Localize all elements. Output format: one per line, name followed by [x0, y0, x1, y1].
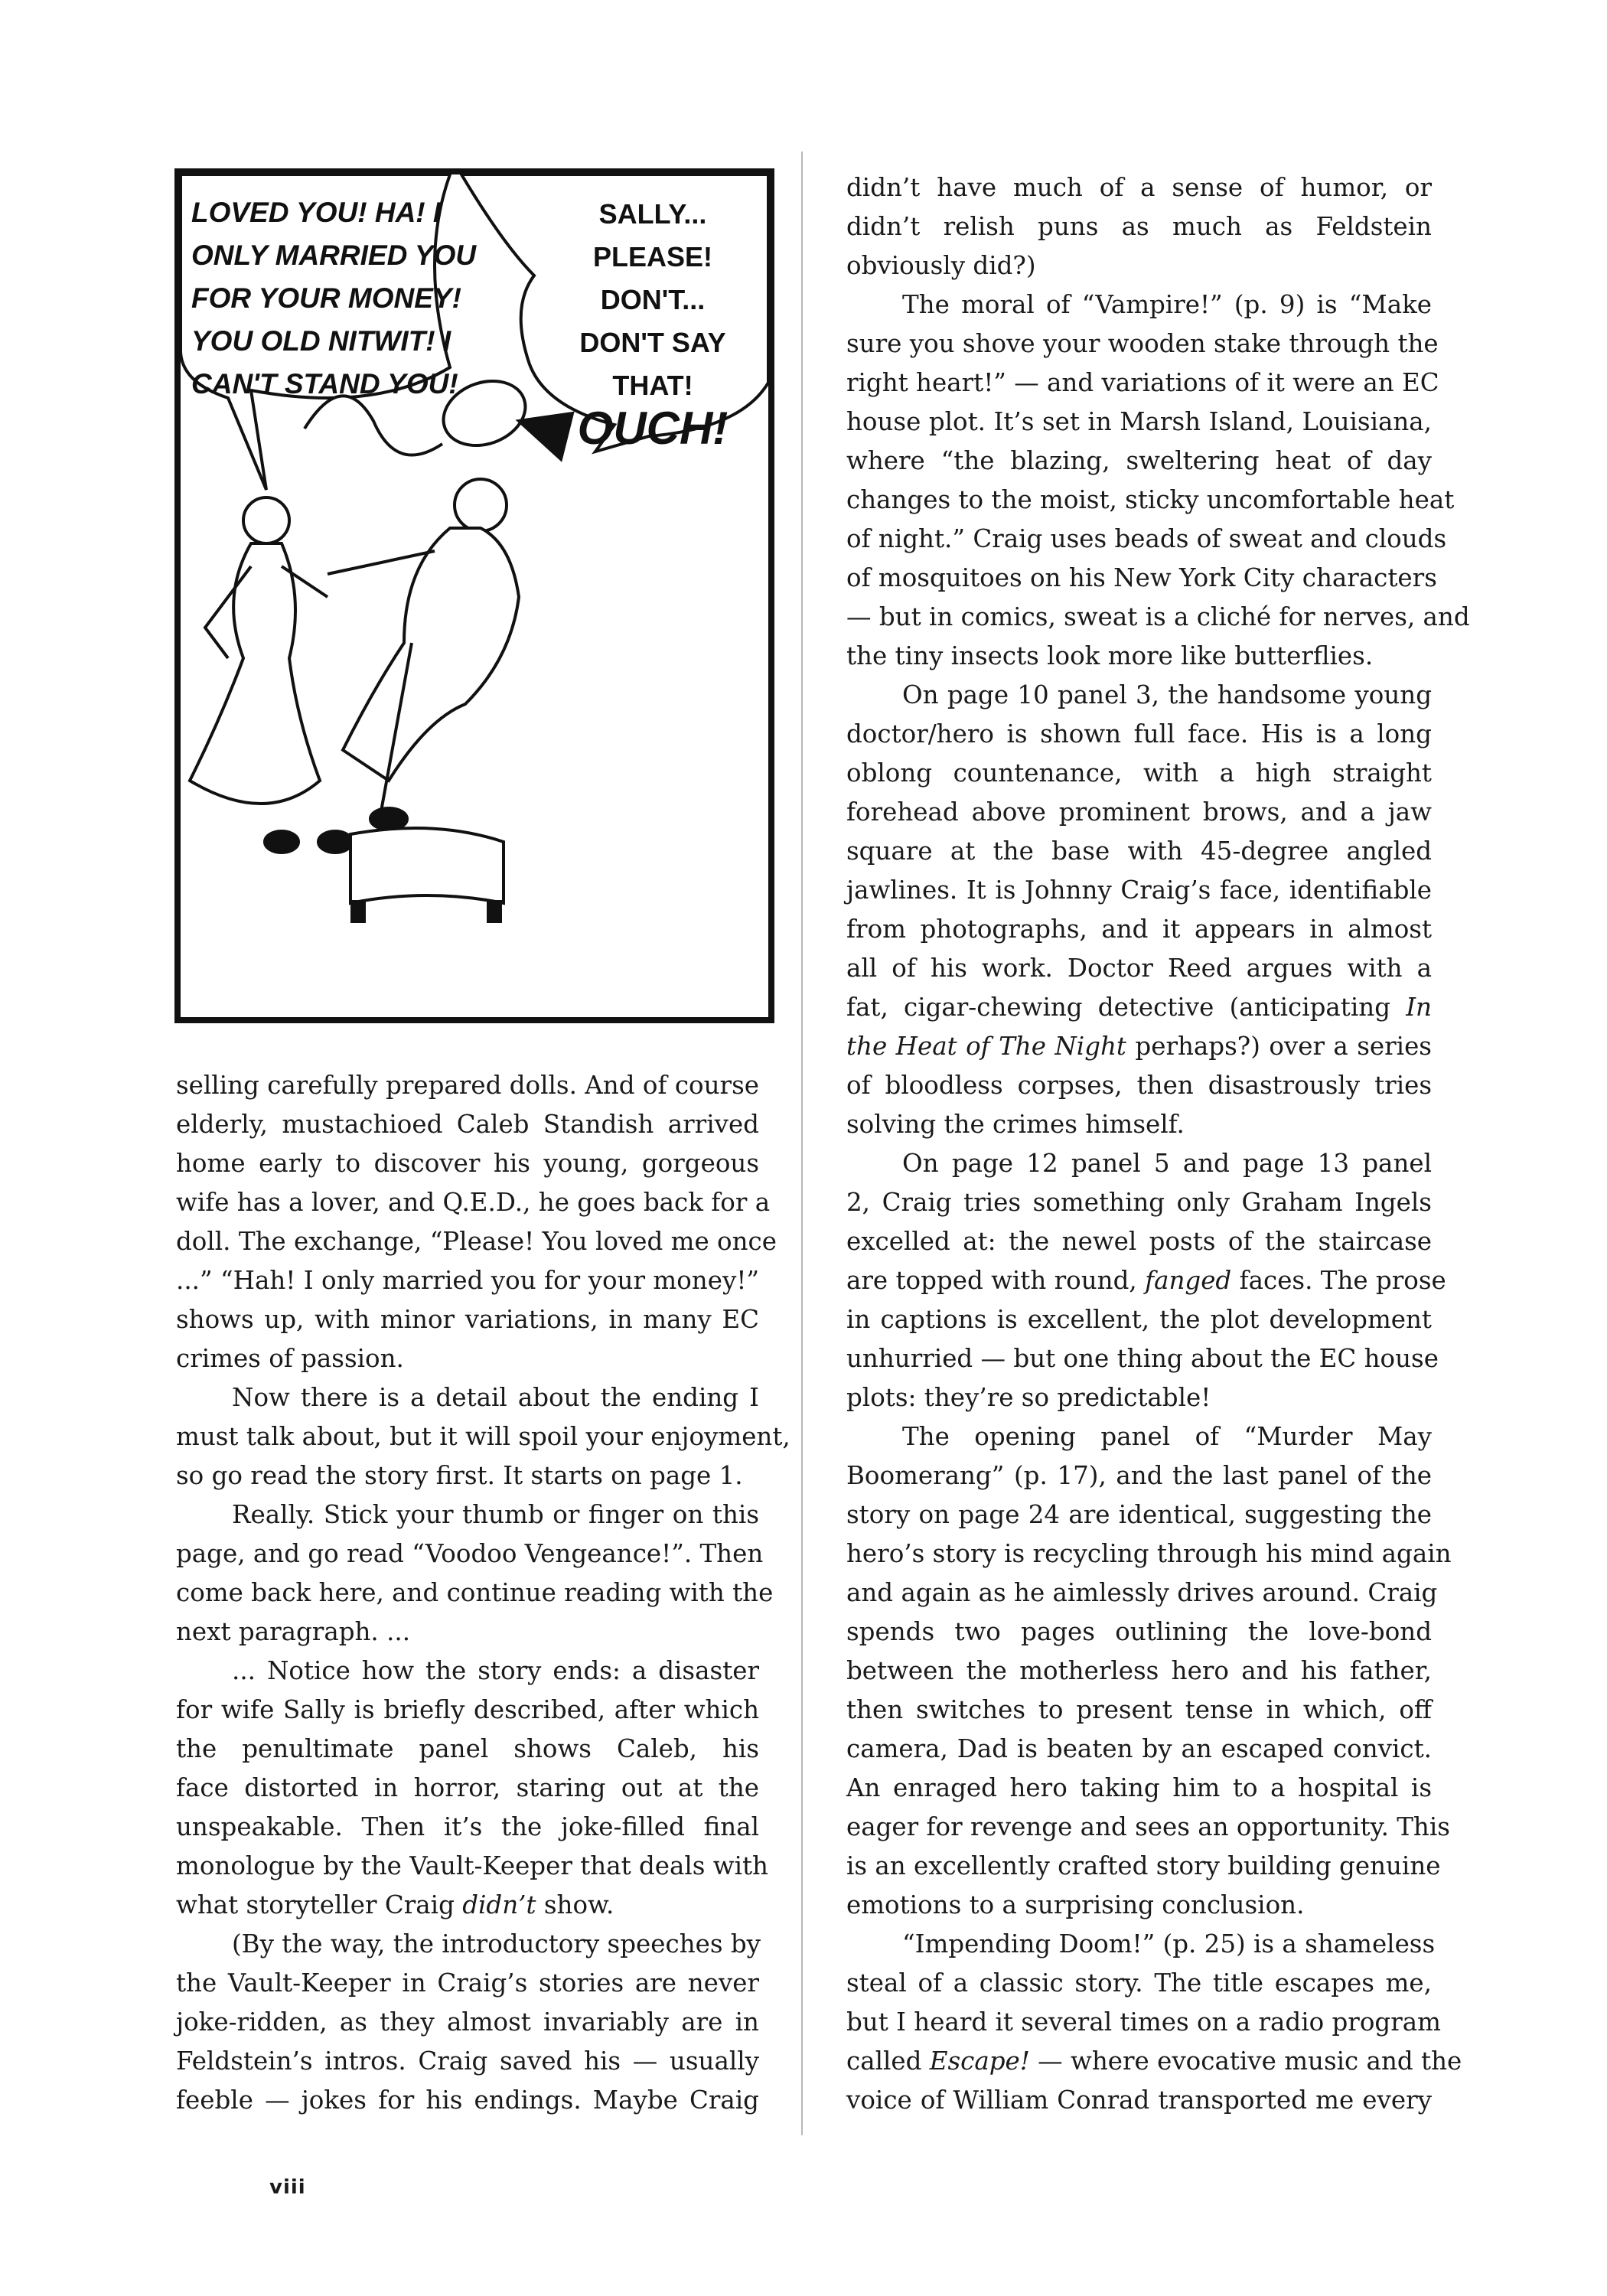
text-line: plots: they’re so predictable! — [846, 1383, 1211, 1412]
sound-effect-ouch: OUCH! — [577, 403, 729, 454]
text-line: all of his work. Doctor Reed argues with a — [846, 954, 1432, 983]
text-line: in captions is excellent, the plot development — [846, 1305, 1432, 1334]
text-line: Feldstein’s intros. Craig saved his — usually — [176, 2047, 759, 2076]
text-line: selling carefully prepared dolls. And of course — [176, 1071, 759, 1100]
text-line: is an excellently crafted story building genuine — [846, 1851, 1441, 1880]
text-line: where “the blazing, sweltering heat of day — [846, 446, 1432, 475]
text-line: — but in comics, sweat is a cliché for nerves, and — [846, 602, 1470, 631]
balloon-line: LOVED YOU! HA! I — [191, 197, 442, 228]
text-line: unspeakable. Then it’s the joke-filled final — [176, 1812, 759, 1841]
text-line: crimes of passion. — [176, 1344, 404, 1373]
text-line: “Impending Doom!” (p. 25) is a shameless — [902, 1929, 1436, 1958]
text-line: excelled at: the newel posts of the staircase — [846, 1227, 1432, 1256]
text-line: didn’t have much of a sense of humor, or — [846, 173, 1432, 202]
right-text-column — [846, 168, 1470, 2120]
balloon-line: ONLY MARRIED YOU — [191, 240, 477, 271]
text-line: between the motherless hero and his father, — [846, 1656, 1432, 1685]
balloon-line: DON'T SAY — [579, 327, 726, 358]
paragraph — [846, 168, 1432, 285]
text-line: then switches to present tense in which, off — [846, 1695, 1432, 1724]
text-line: changes to the moist, sticky uncomfortable heat — [846, 485, 1455, 514]
paragraph — [176, 1066, 777, 1378]
text-line: wife has a lover, and Q.E.D., he goes back for a — [176, 1188, 771, 1217]
text-line: the penultimate panel shows Caleb, his — [176, 1734, 759, 1763]
text-line: voice of William Conrad transported me every — [846, 2086, 1432, 2115]
text-line: oblong countenance, with a high straight — [846, 758, 1432, 788]
paragraph — [176, 1378, 790, 1495]
text-line: On page 12 panel 5 and page 13 panel — [902, 1149, 1432, 1178]
text-line: The opening panel of “Murder May — [902, 1422, 1432, 1451]
text-line: 2, Craig tries something only Graham Ingels — [846, 1188, 1432, 1217]
text-line: ...” “Hah! I only married you for your money!” — [176, 1266, 759, 1295]
text-line: house plot. It’s set in Marsh Island, Louisiana, — [846, 407, 1432, 436]
balloon-line: SALLY... — [598, 198, 707, 230]
text-line: of night.” Craig uses beads of sweat and clouds — [846, 524, 1447, 553]
text-line: the Vault-Keeper in Craig’s stories are never — [176, 1968, 759, 1998]
text-line: camera, Dad is beaten by an escaped convict. — [846, 1734, 1432, 1763]
text-line: An enraged hero taking him to a hospital is — [846, 1773, 1432, 1802]
paragraph — [176, 1495, 774, 1652]
text-line: the tiny insects look more like butterflies. — [846, 641, 1374, 670]
text-line: spends two pages outlining the love-bond — [846, 1617, 1432, 1646]
text-line: for wife Sally is briefly described, after which — [176, 1695, 759, 1724]
paragraph — [846, 285, 1470, 676]
text-line: solving the crimes himself. — [846, 1110, 1185, 1139]
paragraph — [846, 1144, 1446, 1417]
paragraph — [846, 676, 1432, 1144]
balloon-line: THAT! — [612, 370, 693, 401]
column-divider — [801, 152, 803, 2135]
text-line: the Heat of The Night perhaps?) over a series — [846, 1032, 1432, 1061]
text-line: shows up, with minor variations, in many EC — [176, 1305, 759, 1334]
text-line: must talk about, but it will spoil your enjoyment, — [176, 1422, 790, 1451]
text-line: story on page 24 are identical, suggesting the — [846, 1500, 1432, 1529]
text-line: feeble — jokes for his endings. Maybe Craig — [176, 2086, 759, 2115]
text-line: fat, cigar-chewing detective (anticipating In — [846, 993, 1432, 1022]
text-line: what storyteller Craig didn’t show. — [176, 1890, 614, 1919]
left-text-column — [176, 1066, 790, 2120]
text-line: elderly, mustachioed Caleb Standish arrived — [176, 1110, 759, 1139]
text-line: doll. The exchange, “Please! You loved me once — [176, 1227, 777, 1256]
text-line: page, and go read “Voodoo Vengeance!”. Then — [176, 1539, 764, 1568]
text-line: face distorted in horror, staring out at the — [176, 1773, 759, 1802]
text-line: ... Notice how the story ends: a disaster — [232, 1656, 759, 1685]
comic-panel-illustration — [174, 168, 774, 1023]
text-line: forehead above prominent brows, and a jaw — [846, 797, 1432, 827]
text-line: right heart!” — and variations of it were an EC — [846, 368, 1439, 397]
text-line: Now there is a detail about the ending I — [232, 1383, 759, 1412]
text-line: home early to discover his young, gorgeous — [176, 1149, 759, 1178]
paragraph — [176, 1652, 768, 1925]
text-line: called Escape! — where evocative music and the — [846, 2047, 1462, 2076]
text-line: are topped with round, fanged faces. The prose — [846, 1266, 1446, 1295]
balloon-line: FOR YOUR MONEY! — [191, 282, 461, 314]
balloon-line: PLEASE! — [592, 241, 713, 272]
paragraph — [176, 1925, 759, 2120]
text-line: next paragraph. ... — [176, 1617, 411, 1646]
text-line: of bloodless corpses, then disastrously tries — [846, 1071, 1432, 1100]
text-line: from photographs, and it appears in almost — [846, 915, 1432, 944]
text-line: obviously did?) — [846, 251, 1036, 280]
text-line: come back here, and continue reading with the — [176, 1578, 774, 1607]
text-line: jawlines. It is Johnny Craig’s face, identifiable — [846, 876, 1432, 905]
text-line: eager for revenge and sees an opportunity. This — [846, 1812, 1450, 1841]
paragraph — [846, 1417, 1452, 1925]
text-line: Boomerang” (p. 17), and the last panel of the — [846, 1461, 1432, 1490]
text-line: so go read the story first. It starts on page 1. — [176, 1461, 743, 1490]
balloon-line: DON'T... — [600, 284, 706, 315]
paragraph — [846, 1925, 1462, 2120]
text-line: and again as he aimlessly drives around. Craig — [846, 1578, 1438, 1607]
text-line: steal of a classic story. The title escapes me, — [846, 1968, 1432, 1998]
text-line: (By the way, the introductory speeches by — [232, 1929, 761, 1958]
balloon-line: YOU OLD NITWIT! I — [191, 325, 451, 357]
text-line: emotions to a surprising conclusion. — [846, 1890, 1305, 1919]
left-balloon-text — [191, 197, 477, 400]
text-line: On page 10 panel 3, the handsome young — [902, 680, 1432, 709]
text-line: didn’t relish puns as much as Feldstein — [846, 212, 1432, 241]
balloon-line: CAN'T STAND YOU! — [191, 368, 458, 400]
text-line: hero’s story is recycling through his mind again — [846, 1539, 1452, 1568]
text-line: doctor/hero is shown full face. His is a long — [846, 719, 1432, 748]
text-line: joke-ridden, as they almost invariably are in — [176, 2007, 759, 2037]
text-line: square at the base with 45-degree angled — [846, 837, 1432, 866]
text-line: sure you shove your wooden stake through the — [846, 329, 1439, 358]
text-line: unhurried — but one thing about the EC house — [846, 1344, 1439, 1373]
page-number: viii — [269, 2176, 306, 2199]
text-line: but I heard it several times on a radio program — [846, 2007, 1441, 2037]
text-line: of mosquitoes on his New York City characters — [846, 563, 1437, 592]
text-line: The moral of “Vampire!” (p. 9) is “Make — [902, 290, 1432, 319]
text-line: Really. Stick your thumb or finger on this — [232, 1500, 759, 1529]
text-line: monologue by the Vault-Keeper that deals with — [176, 1851, 768, 1880]
